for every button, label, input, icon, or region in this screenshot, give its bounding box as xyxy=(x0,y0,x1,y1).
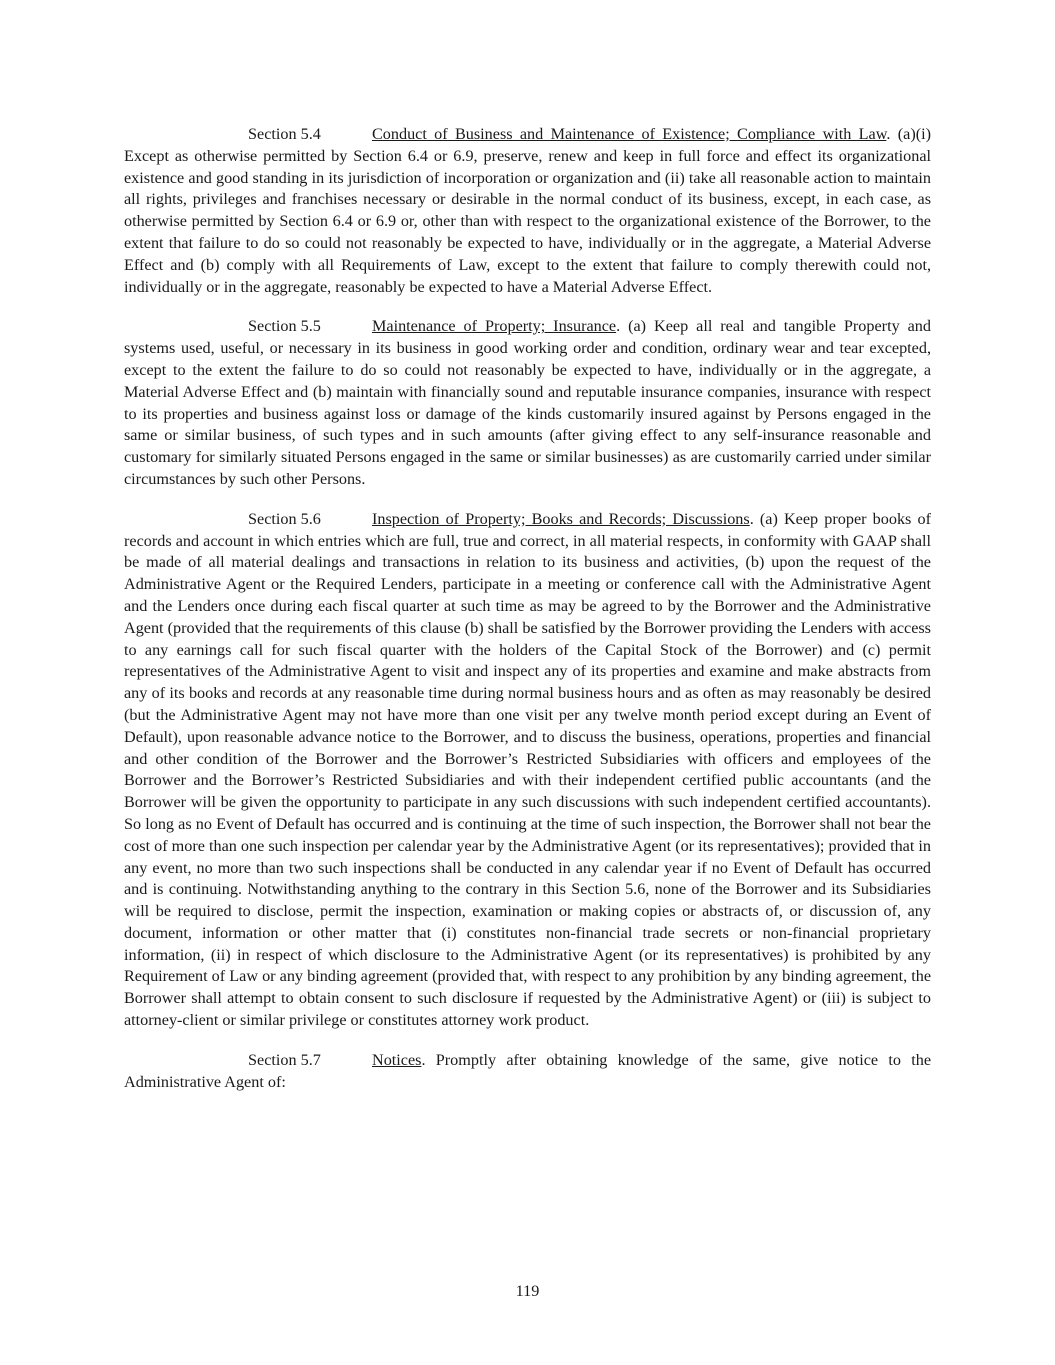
section-number: Section 5.5 xyxy=(248,317,321,336)
document-page xyxy=(124,124,931,1111)
section-number: Section 5.4 xyxy=(248,125,321,143)
section-5-4 xyxy=(124,124,931,298)
section-title: Notices xyxy=(372,1050,422,1069)
section-5-7 xyxy=(124,1050,931,1094)
section-body: . (a) Keep proper books of records and account in which entries which are full, true and correct, in all material respects, in conformity with GAAP shall be made of all material dealings and transactions in relation to its business and activities, (b) upon the request of the Administrative Agent or the Required Lenders, participate in a meeting or conference call with the Administrative Agent and the Lenders once during each fiscal quarter at such time as may be agreed to by the Borrower and the Administrative Agent (provided that the requirements of this clause (b) shall be satisfied by the Borrower providing the Lenders with access to any earnings call for such fiscal quarter with the holders of the Capital Stock of the Borrower) and (c) permit representatives of the Administrative Agent to visit and inspect any of its properties and examine and make abstracts from any of its books and records at any reasonable time during normal business hours and as often as may reasonably be desired (but the Administrative Agent may not have more than one visit per any twelve month period except during an Event of Default), upon reasonable advance notice to the Borrower, and to discuss the business, operations, properties and financial and other condition of the Borrower and the Borrower’s Restricted Subsidiaries with officers and employees of the Borrower and the Borrower’s Restricted Subsidiaries and with their independent certified public accountants (and the Borrower will be given the opportunity to participate in any such discussions with such independent certified accountants). So long as no Event of Default has occurred and is continuing at the time of such inspection, the Borrower shall not bear the cost of more than one such inspection per calendar year by the Administrative Agent (or its representatives); provided that in any event, no more than two such inspections shall be conducted in any calendar year if no Event of Default has occurred and is continuing. Notwithstanding anything to the contrary in this Section 5.6, none of the Borrower and its Subsidiaries will be required to disclose, permit the inspection, examination or making copies or abstracts of, or discussion of, any document, information or other matter that (i) constitutes non-financial trade secrets or non-financial proprietary information, (ii) in respect of which disclosure to the Administrative Agent (or its representatives) is prohibited by any Requirement of Law or any binding agreement (provided that, with respect to any prohibition by any binding agreement, the Borrower shall attempt to obtain consent to such disclosure if requested by the Administrative Agent) or (iii) is subject to attorney-client or similar privilege or constitutes attorney work product. xyxy=(124,509,931,1030)
section-number: Section 5.7 xyxy=(248,1050,321,1069)
section-5-6 xyxy=(124,509,931,1032)
section-5-5 xyxy=(124,316,931,490)
section-body: . (a) Keep all real and tangible Property and systems used, useful, or necessary in its business in good working order and condition, ordinary wear and tear excepted, except to the extent the failure to do so could not reasonably be expected to have, individually or in the aggregate, a Material Adverse Effect and (b) maintain with financially sound and reputable insurance companies, insurance with respect to its properties and business against loss or damage of the kinds customarily insured against by Persons engaged in the same or similar business, of such types and in such amounts (after giving effect to any self-insurance reasonable and customary for similarly situated Persons engaged in the same or similar businesses) as are customarily carried under similar circumstances by such other Persons. xyxy=(124,317,931,488)
section-body: . Promptly after obtaining knowledge of the same, give notice to the Administrative Agent of: xyxy=(124,1050,931,1091)
section-title: Maintenance of Property; Insurance xyxy=(372,317,617,336)
section-number: Section 5.6 xyxy=(248,509,321,528)
page-number: 119 xyxy=(515,1282,540,1300)
section-title: Inspection of Property; Books and Records; Discussions xyxy=(372,509,750,528)
section-body: . (a)(i) Except as otherwise permitted by Section 6.4 or 6.9, preserve, renew and keep in full force and effect its organizational existence and good standing in its jurisdiction of incorporation or organization and (ii) take all reasonable action to maintain all rights, privileges and franchises necessary or desirable in the normal conduct of its business, except, in each case, as otherwise permitted by Section 6.4 or 6.9 or, other than with respect to the organizational existence of the Borrower, to the extent that failure to do so could not reasonably be expected to have, individually or in the aggregate, a Material Adverse Effect and (b) comply with all Requirements of Law, except to the extent that failure to comply therewith could not, individually or in the aggregate, reasonably be expected to have a Material Adverse Effect. xyxy=(124,125,932,296)
section-title: Conduct of Business and Maintenance of Existence; Compliance with Law xyxy=(372,125,887,143)
